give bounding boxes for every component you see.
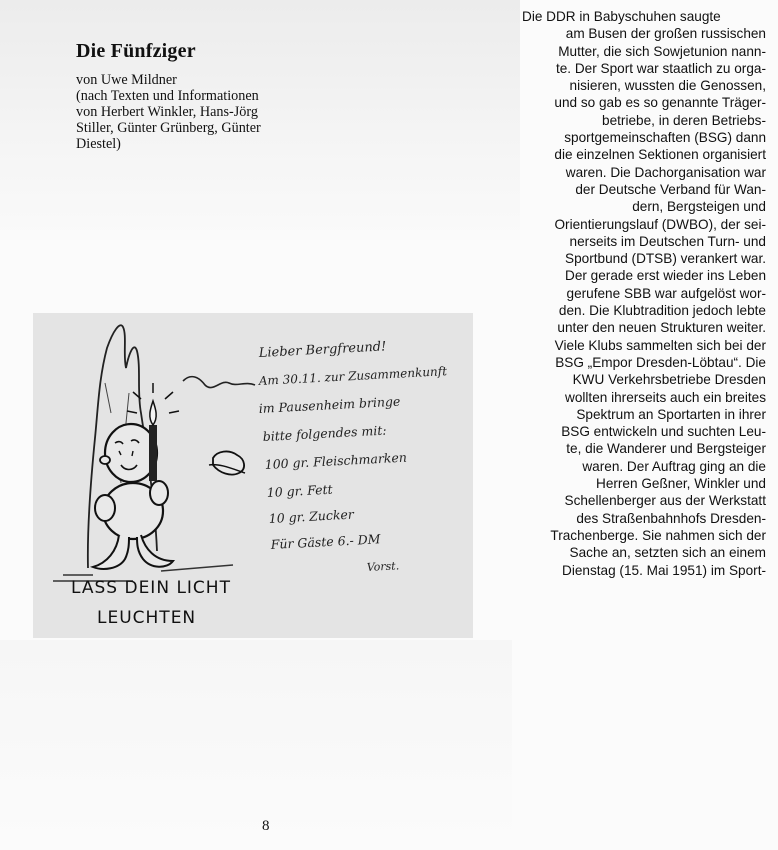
body-text-line: Die DDR in Babyschuhen saugte [522,9,721,24]
figure-left-arm [95,495,115,521]
body-text-line: Dienstag (15. Mai 1951) im Sport- [562,562,766,578]
article-title: Die Fünfziger [76,40,196,62]
figure-left-leg [93,535,129,569]
body-text-line: Mutter, die sich Sowjetunion nann- [558,43,766,59]
figure-nose [100,456,110,464]
note-line: im Pausenheim bringe [258,393,401,416]
article-body-column [522,8,766,579]
note-line: Für Gäste 6.- DM [270,531,381,552]
byline-line: Stiller, Günter Grünberg, Günter [76,120,261,136]
body-text-line: Herren Geßner, Winkler und [596,476,766,492]
body-text-line: waren. Die Dachorganisation war [565,164,766,180]
note-line: 100 gr. Fleischmarken [264,449,408,472]
body-text-line: Der gerade erst wieder ins Leben [565,268,766,284]
body-text-line: und so gab es so genannte Träger- [554,95,766,111]
candle-flame [150,401,156,425]
body-text-line: te, die Wanderer und Bergsteiger [566,441,766,457]
body-text-line: nisieren, wussten die Genossen, [569,78,766,94]
body-text-line: Sportbund (DTSB) verankert war. [565,251,766,267]
note-line: Lieber Bergfreund! [258,339,387,361]
page-number: 8 [262,818,270,834]
note-line: 10 gr. Zucker [268,506,355,526]
body-text-line: Sache an, setzten sich an einem [569,545,766,561]
body-text-line: der Deutsche Verband für Wan- [575,181,766,197]
body-text-line: die einzelnen Sektionen organisiert [554,147,766,163]
invitation-illustration [33,313,473,638]
body-text-line: den. Die Klubtradition jedoch lebte [558,303,766,319]
note-signature: Vorst. [366,559,400,574]
illustration-drawing [33,313,473,638]
candle [149,425,157,481]
figure-right-arm [150,481,168,505]
body-text-line: gerufene SBB war aufgelöst wor- [566,285,766,301]
body-text-line: betriebe, in deren Betriebs- [602,112,766,128]
distant-mountain [183,377,255,388]
caption-line-1: LASS DEIN LICHT [71,578,231,598]
figure-right-leg [137,535,173,567]
note-line: bitte folgendes mit: [262,422,387,444]
body-text-line: te. Der Sport war staatlich zu orga- [555,60,766,76]
body-text-line: Trachenberge. Sie nahmen sich der [550,527,766,543]
body-text-line: Schellenberger aus der Werkstatt [564,493,766,509]
body-text-line: Viele Klubs sammelten sich bei der [554,337,766,353]
body-text-line: Spektrum an Sportarten in ihrer [576,406,766,422]
body-text-line: wollten ihrerseits auch ein breites [565,389,766,405]
body-text-line: des Straßenbahnhofs Dresden- [576,510,766,526]
body-text-line: unter den neuen Strukturen weiter. [557,320,766,336]
article-byline [76,72,311,152]
body-text-line: KWU Verkehrsbetriebe Dresden [572,372,766,388]
scan-background-shade-lower [0,640,512,840]
body-text-line: BSG entwickeln und suchten Leu- [561,424,766,440]
byline-line: von Uwe Mildner [76,72,177,88]
byline-line: (nach Texten und Informationen [76,88,259,104]
body-text-line: am Busen der großen russischen [565,26,766,42]
byline-line: von Herbert Winkler, Hans-Jörg [76,104,258,120]
body-text-line: sportgemeinschaften (BSG) dann [564,130,766,146]
caption-line-2: LEUCHTEN [97,608,197,628]
body-text-line: dern, Bergsteigen und [632,199,766,215]
note-line: 10 gr. Fett [266,481,333,500]
body-text-line: nerseits im Deutschen Turn- und [569,233,766,249]
body-text-line: Orientierungslauf (DWBO), der sei- [554,216,766,232]
byline-line: Diestel) [76,136,121,152]
note-line: Am 30.11. zur Zusammenkunft [258,364,448,388]
body-text-line: BSG „Empor Dresden-Löbtau“. Die [555,354,766,370]
body-text-line: waren. Der Auftrag ging an die [582,458,766,474]
